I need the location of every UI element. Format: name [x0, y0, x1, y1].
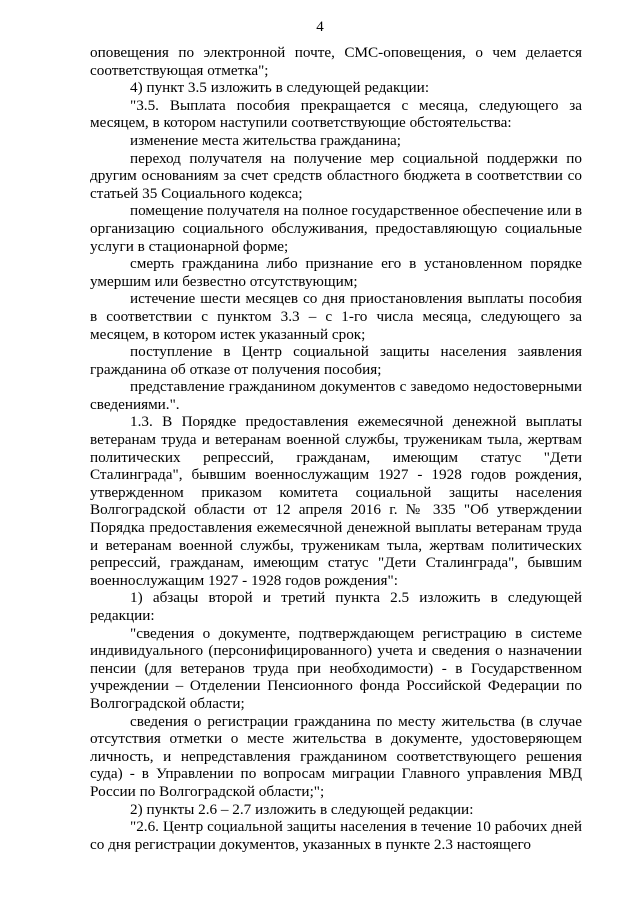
paragraph-text: 1) абзацы второй и третий пункта 2.5 изложить в следующей редакции: [90, 589, 582, 624]
paragraph-text: "3.5. Выплата пособия прекращается с месяца, следующего за месяцем, в котором наступили соответствующие обстоятельства: [90, 96, 582, 132]
paragraph-text: истечение шести месяцев со дня приостановления выплаты пособия в соответствии с пунктом 3.3 – с 1-го числа месяца, следующего за месяцем, в котором истек указанный срок; [90, 290, 582, 343]
paragraph-text: 1.3. В Порядке предоставления ежемесячной денежной выплаты ветеранам труда и ветеранам военной службы, труженикам тыла, жертвам политических репрессий, гражданам, имеющим статус "Дети Сталинграда", бывшим военнослужащим 1927 - 1928 годов рождения, утвержденном приказом комитета социальной защиты населения Волгоградской области от 12 апреля 2016 г. № 335 "Об утверждении Порядка предоставления ежемесячной денежной выплаты ветеранам труда и ветеранам военной службы, труженикам тыла, жертвам политических репрессий, гражданам, имеющим статус "Дети Сталинграда", бывшим военнослужащим 1927 - 1928 годов рождения": [90, 413, 582, 589]
paragraph-text: изменение места жительства гражданина; [130, 131, 402, 149]
paragraph-text: 4) пункт 3.5 изложить в следующей редакции: [130, 79, 430, 97]
paragraph-text: представление гражданином документов с заведомо недостоверными сведениями.". [90, 378, 582, 413]
paragraph-text: смерть гражданина либо признание его в установленном порядке умершим или безвестно отсутствующим; [90, 255, 582, 290]
paragraph-text: поступление в Центр социальной защиты населения заявления гражданина об отказе от получения пособия; [90, 343, 582, 378]
paragraph-text: "2.6. Центр социальной защиты населения в течение 10 рабочих дней со дня регистрации документов, указанных в пункте 2.3 настоящего [90, 818, 582, 853]
paragraph-text: оповещения по электронной почте, СМС-оповещения, о чем делается соответствующая отметка"; [90, 44, 582, 79]
document-body [90, 44, 582, 853]
paragraph-text: переход получателя на получение мер социальной поддержки по другим основаниям за счет средств областного бюджета в соответствии со статьей 35 Социального кодекса; [90, 149, 582, 202]
paragraph-text: 2) пункты 2.6 – 2.7 изложить в следующей редакции: [130, 800, 474, 818]
paragraph-text: сведения о регистрации гражданина по месту жительства (в случае отсутствия отметки о месте жительства в документе, удостоверяющем личность, и непредставления гражданином соответствующего решения суда) - в Управлении по вопросам миграции Главного управления МВД России по Волгоградской области;"; [90, 712, 582, 800]
paragraph-text: "сведения о документе, подтверждающем регистрацию в системе индивидуального (персонифицированного) учета и сведения о назначении пенсии (для ветеранов труда при необходимости) - в Государственном учреждении – Отделении Пенсионного фонда Российской Федерации по Волгоградской области; [90, 624, 582, 712]
paragraph-text: помещение получателя на полное государственное обеспечение или в организацию социального обслуживания, предоставляющую социальные услуги в стационарной форме; [90, 202, 582, 255]
page-number: 4 [316, 19, 324, 35]
